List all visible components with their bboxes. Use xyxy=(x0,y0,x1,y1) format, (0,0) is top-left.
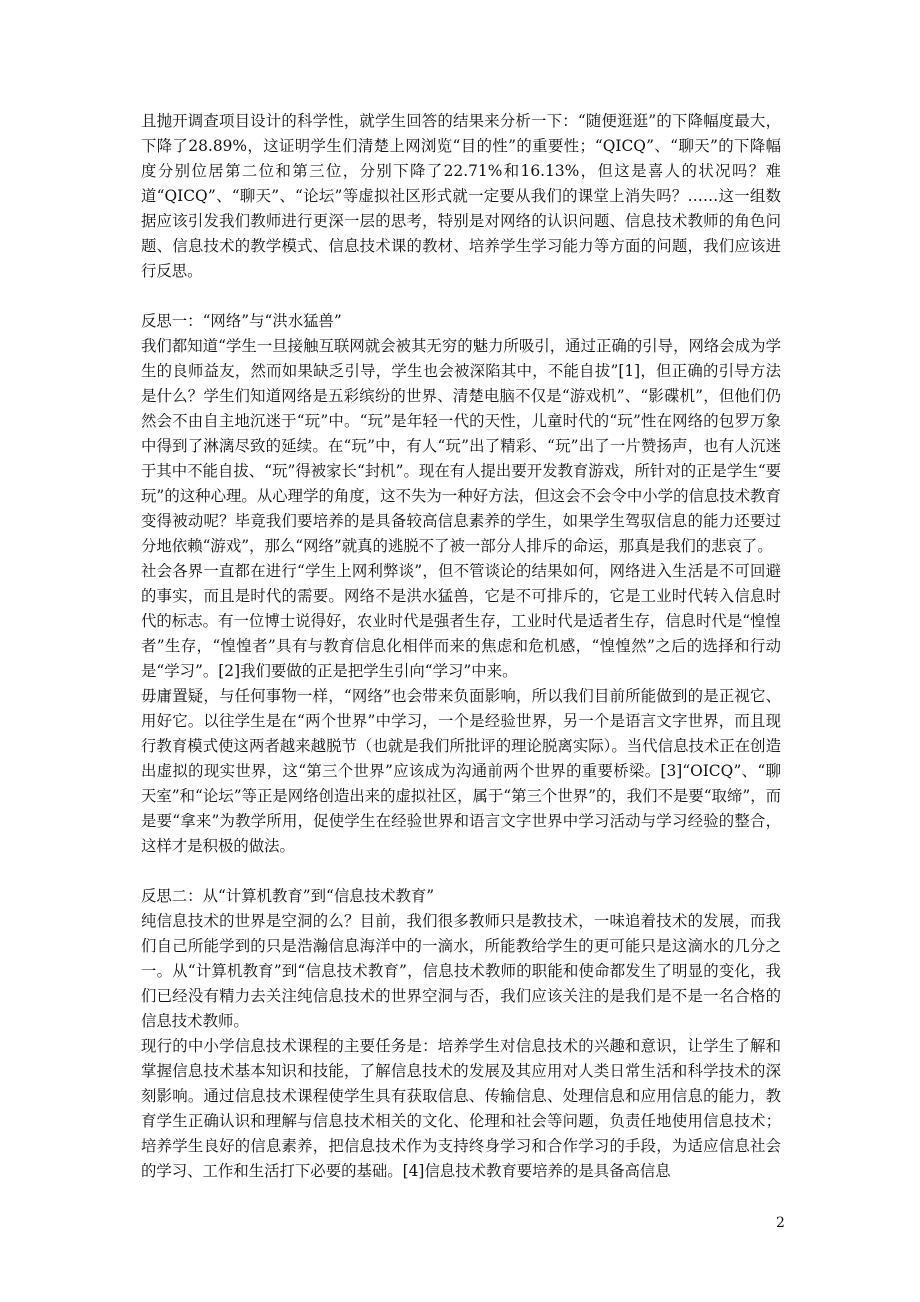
page-number: 2 xyxy=(776,1215,785,1231)
intro-paragraph: 且抛开调查项目设计的科学性，就学生回答的结果来分析一下：“随便逛逛”的下降幅度最大，下降了28.89%，这证明学生们清楚上网浏览“目的性”的重要性；“QICQ”、“聊天”的下降幅度分别位居第二位和第三位，分别下降了22.71%和16.13%，但这是喜人的状况吗？难道“QICQ”、“聊天”、“论坛”等虚拟社区形式就一定要从我们的课堂上消失吗？……这一组数据应该引发我们教师进行更深一层的思考，特别是对网络的认识问题、信息技术教师的角色问题、信息技术的教学模式、信息技术课的教材、培养学生学习能力等方面的问题，我们应该进行反思。 xyxy=(141,112,781,280)
reflection-two-paragraph-1: 纯信息技术的世界是空洞的么？目前，我们很多教师只是教技术，一味追着技术的发展，而我们自己所能学到的只是浩瀚信息海洋中的一滴水，所能教给学生的更可能只是这滴水的几分之一。从“计算机教育”到“信息技术教育”，信息技术教师的职能和使命都发生了明显的变化，我们已经没有精力去关注纯信息技术的世界空洞与否，我们应该关注的是我们是不是一名合格的信息技术教师。 xyxy=(141,912,781,1030)
section-heading-reflection-two: 反思二：从“计算机教育”到“信息技术教育” xyxy=(141,887,435,905)
paragraph-spacer xyxy=(141,859,781,884)
section-heading-reflection-one: 反思一：“网络”与“洪水猛兽” xyxy=(141,312,342,330)
reflection-one-paragraph-1: 我们都知道“学生一旦接触互联网就会被其无穷的魅力所吸引，通过正确的引导，网络会成为学生的良师益友，然而如果缺乏引导，学生也会被深陷其中，不能自拔”[1]，但正确的引导方法是什么？学生们知道网络是五彩缤纷的世界、清楚电脑不仅是“游戏机”、“影碟机”，但他们仍然会不由自主地沉迷于“玩”中。“玩”是年轻一代的天性，儿童时代的“玩”性在网络的包罗万象中得到了淋漓尽致的延续。在“玩”中，有人“玩”出了精彩、“玩”出了一片赞扬声，也有人沉迷于其中不能自拔、“玩”得被家长“封机”。现在有人提出要开发教育游戏，所针对的正是学生“要玩”的这种心理。从心理学的角度，这不失为一种好方法，但这会不会令中小学的信息技术教育变得被动呢？毕竟我们要培养的是具备较高信息素养的学生，如果学生驾驭信息的能力还要过分地依赖“游戏”，那么“网络”就真的逃脱不了被一部分人排斥的命运，那真是我们的悲哀了。 xyxy=(141,337,781,555)
reflection-two-paragraph-2: 现行的中小学信息技术课程的主要任务是：培养学生对信息技术的兴趣和意识，让学生了解和掌握信息技术基本知识和技能，了解信息技术的发展及其应用对人类日常生活和科学技术的深刻影响。通过信息技术课程使学生具有获取信息、传输信息、处理信息和应用信息的能力，教育学生正确认识和理解与信息技术相关的文化、伦理和社会等问题，负责任地使用信息技术；培养学生良好的信息素养，把信息技术作为支持终身学习和合作学习的手段，为适应信息社会的学习、工作和生活打下必要的基础。[4]信息技术教育要培养的是具备高信息 xyxy=(141,1037,781,1180)
reflection-one-paragraph-2: 社会各界一直都在进行“学生上网利弊谈”，但不管谈论的结果如何，网络进入生活是不可回避的事实，而且是时代的需要。网络不是洪水猛兽，它是不可排斥的，它是工业时代转入信息时代的标志。有一位博士说得好，农业时代是强者生存，工业时代是适者生存，信息时代是“惶惶者”生存，“惶惶者”具有与教育信息化相伴而来的焦虑和危机感，“惶惶然”之后的选择和行动是“学习”。[2]我们要做的正是把学生引向“学习”中来。 xyxy=(141,562,781,680)
paragraph-spacer xyxy=(141,284,781,309)
reflection-one-paragraph-3: 毋庸置疑，与任何事物一样，“网络”也会带来负面影响，所以我们目前所能做到的是正视它、用好它。以往学生是在“两个世界”中学习，一个是经验世界，另一个是语言文字世界，而且现行教育模式使这两者越来越脱节（也就是我们所批评的理论脱离实际）。当代信息技术正在创造出虚拟的现实世界，这“第三个世界”应该成为沟通前两个世界的重要桥梁。[3]“OICQ”、“聊天室”和“论坛”等正是网络创造出来的虚拟社区，属于“第三个世界”的，我们不是要“取缔”，而是要“拿来”为教学所用，促使学生在经验世界和语言文字世界中学习活动与学习经验的整合，这样才是积极的做法。 xyxy=(141,687,781,855)
document-body xyxy=(141,109,781,1184)
